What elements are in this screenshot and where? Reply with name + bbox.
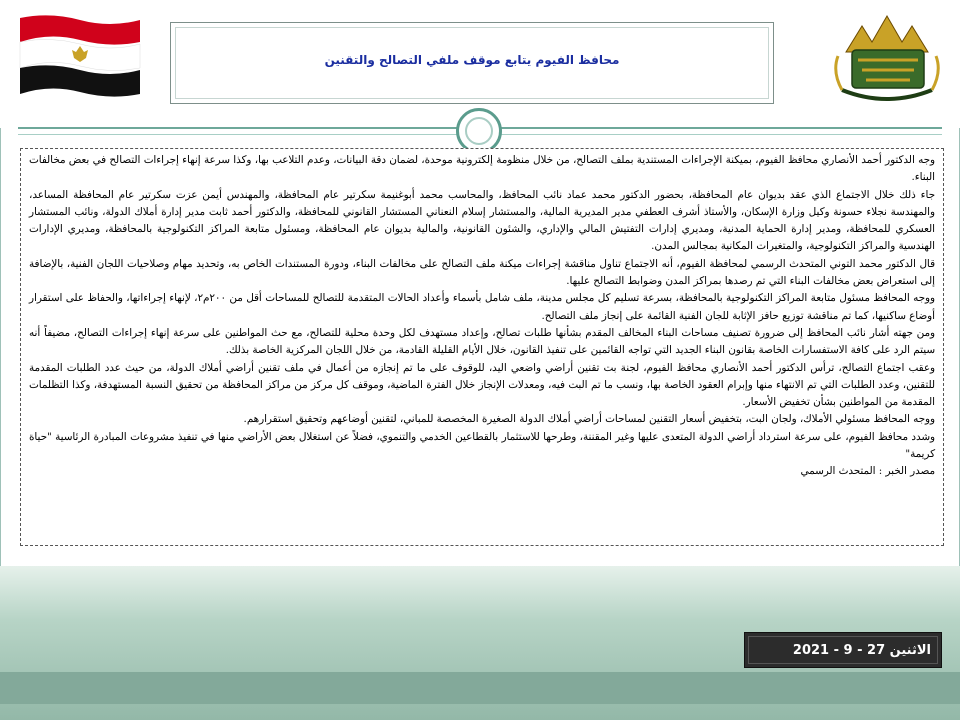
article-paragraph: ووجه المحافظ مسئول متابعة المراكز التكنولوجية بالمحافظة، بسرعة تسليم كل مجلس مدينة، ملف شامل بأسماء وأعداد الحالات المتقدمة للتصالح للمساحات أقل من ٢٠٠م٢، لإنهاء إجراءاتها، والحفاظ على استقرار أوضاع ساكنيها، كما تم مناقشة توزيع حافز الإثابة للجان الفنية القائمة على إنجاز ملف التصالح. — [29, 292, 935, 322]
article-paragraph: وشدد محافظ الفيوم، على سرعة استرداد أراضي الدولة المتعدى عليها وغير المقننة، وطرحها للاستثمار بالقطاعين الخدمي والتنموي، فضلاً عن استغلال بعض الأراضي منها في تنفيذ مشروعات المبادرة الرئاسية "حياة كريمة" — [29, 430, 935, 461]
egypt-flag-icon — [16, 12, 144, 100]
fayoum-emblem-icon — [832, 12, 942, 104]
date-bar — [744, 632, 942, 668]
article-body — [20, 148, 944, 546]
article-paragraph: جاء ذلك خلال الاجتماع الذي عقد بديوان عام المحافظة، بحضور الدكتور محمد عماد نائب المحافظ، والمحاسب محمد أبوغنيمة سكرتير عام المحافظة، والمهندس أيمن عزت سكرتير عام المحافظة المساعد، والمهندسة نجلاء حسونة وكيل وزارة الإسكان، والأستاذ أشرف العطفي مدير المديرية المالية، والمستشار إسلام النعناني المستشار القانوني للمحافظة، والدكتور أحمد ثابت مدير إدارة أملاك الدولة، ونائب المستشار العسكري للمحافظة، ومدير إدارة الحماية المدنية، ومديري إدارات التفتيش المالي والإداري، والشئون القانونية، والمالية بديوان عام المحافظة، ومسئول متابعة المراكز التكنولوجية بالمحافظة، ومديري الإدارات الهندسية والمراكز التكنولوجية، والمتغيرات المكانية بمجالس المدن. — [29, 188, 935, 253]
article-source: مصدر الخبر : المتحدث الرسمي — [800, 465, 935, 478]
article-paragraph: ومن جهته أشار نائب المحافظ إلى ضرورة تصنيف مساحات البناء المخالف المقدم بشأنها طلبات تصالح، وإعداد مستهدف لكل وحدة محلية للتصالح، مع حث المواطنين على سرعة إنهاء إجراءات التصالح، مضيفاً أنه سيتم الرد على كافة الاستفسارات الخاصة بقانون البناء الجديد التي تواجه القائمين على تنفيذ القانون، خلال الأيام القليلة القادمة، من خلال اللجان المركزية الخاصة بذلك. — [29, 326, 935, 357]
title-box — [170, 22, 774, 104]
publish-date: الاثنين 27 - 9 - 2021 — [792, 643, 931, 658]
article-paragraph: ووجه المحافظ مسئولي الأملاك، ولجان البت، بتخفيض أسعار التقنين لمساحات أراضي أملاك الدولة الصغيرة المخصصة للمباني، لتقنين أوضاعهم وتحقيق استقرارهم. — [243, 413, 935, 426]
bottom-band — [0, 672, 960, 704]
article-paragraph: قال الدكتور محمد التوني المتحدث الرسمي لمحافظة الفيوم، أنه الاجتماع تناول مناقشة إجراءات ميكنة ملف التصالح على مخالفات البناء، ودورة المستندات الخاص به، وتحديد مهام وصلاحيات اللجان الفنية، بالإضافة إلى استعراض بعض مخالفات البناء التي تم رصدها بمراكز المدن وضوابط التصالح عليها. — [29, 257, 935, 288]
article-paragraph: وعقب اجتماع التصالح، ترأس الدكتور أحمد الأنصاري محافظ الفيوم، لجنة بت تقنين أراضي واضعي اليد، للوقوف على ما تم إنجازه من أعمال في ملف تقنين أراضي أملاك الدولة، من حيث عدد الطلبات المقدمة للتقنين، وعدد الطلبات التي تم الانتهاء منها وإبرام العقود الخاصة بها، ونسب ما تم البت فيه، ومعدلات الإنجاز خلال الفترة الماضية، وموقف كل مركز من مراكز المحافظة من تحقيق النسبة المستهدفة، وكذا التظلمات المقدمة من المواطنين بشأن تخفيض الأسعار. — [29, 361, 935, 409]
page-title: محافظ الفيوم يتابع موقف ملفي التصالح والتقنين — [324, 53, 620, 67]
article-paragraph: وجه الدكتور أحمد الأنصاري محافظ الفيوم، بميكنة الإجراءات المستندية بملف التصالح، من خلال منظومة إلكترونية موحدة، لضمان دقة البيانات، وعدم التلاعب بها، وكذا سرعة إنهاء إجراءات التصالح في بعض مخالفات البناء. — [29, 154, 935, 184]
